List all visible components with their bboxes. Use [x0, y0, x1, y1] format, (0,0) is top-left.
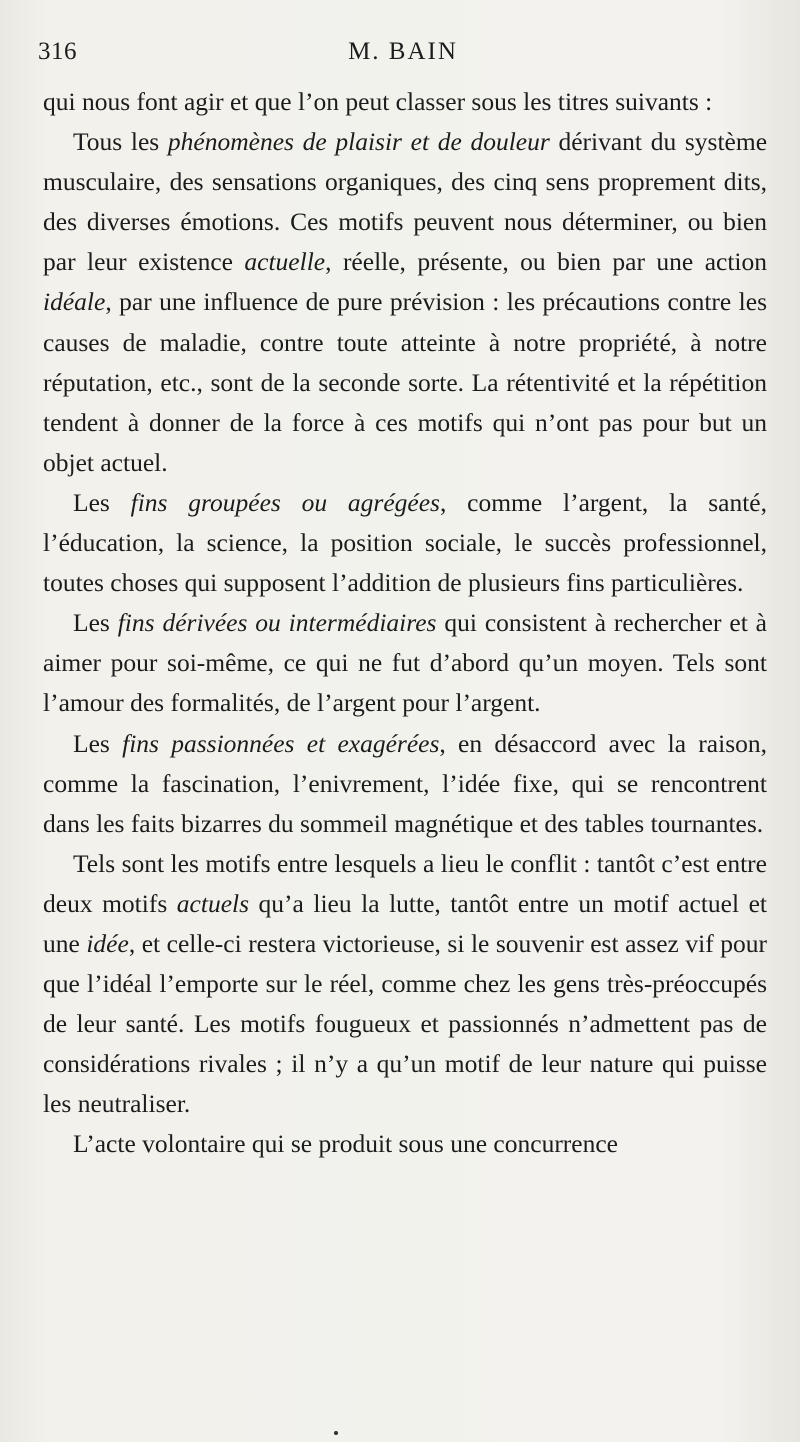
text-run: Tels sont les motifs entre lesquels a lieu le conflit : tantôt c’est entre deux motifs [43, 848, 767, 918]
text-run: Les [73, 728, 123, 758]
page-header [38, 38, 768, 74]
italic-text-run: fins groupées ou agrégées [130, 487, 440, 517]
paragraph [43, 82, 767, 122]
paragraph [43, 1124, 767, 1164]
text-run: qu’a lieu la lutte, tantôt entre un motif actuel et une [43, 888, 767, 958]
text-run: qui consistent à rechercher et à aimer pour soi-même, ce qui ne fut d’abord qu’un moyen. Tels sont l’amour des formalités, de l’argent pour l’argent. [43, 608, 767, 718]
italic-text-run: idée [86, 928, 129, 958]
body-text [43, 82, 767, 1165]
running-head: M. BAIN [348, 38, 458, 65]
text-run: , comme l’argent, la santé, l’éducation, la science, la position sociale, le succès professionnel, toutes choses qui supposent l’addition de plusieurs fins particulières. [43, 487, 767, 598]
italic-text-run: fins dérivées ou intermédiaires [117, 608, 437, 638]
ink-speck [334, 1431, 338, 1435]
text-run: Les [73, 608, 118, 638]
italic-text-run: idéale [43, 287, 106, 317]
text-run: L’acte volontaire qui se produit sous une concurrence [73, 1129, 619, 1159]
paragraph [43, 724, 767, 844]
text-run: Tous les [73, 127, 168, 157]
text-run: , par une influence de pure prévision : les précautions contre les causes de maladie, contre toute atteinte à notre propriété, à notre réputation, etc., sont de la seconde sorte. La rétentivité et la répétition tendent à donner de la force à ces motifs qui n’ont pas pour but un objet actuel. [43, 287, 767, 477]
paragraph [43, 844, 767, 1125]
text-run: , et celle-ci restera victorieuse, si le souvenir est assez vif pour que l’idéal l’emporte sur le réel, comme chez les gens très-préoccupés de leur santé. Les motifs fougueux et passionnés n’admettent pas de considérations rivales ; il n’y a qu’un motif de leur nature qui puisse les neutraliser. [43, 928, 767, 1119]
text-run: , en désaccord avec la raison, comme la fascination, l’enivrement, l’idée fixe, qui se rencontrent dans les faits bizarres du sommeil magnétique et des tables tournantes. [43, 728, 767, 838]
text-run: dérivant du système musculaire, des sensations organiques, des cinq sens proprement dits, des diverses émotions. Ces motifs peuvent nous déterminer, ou bien par leur existence [43, 127, 768, 277]
text-run: qui nous font agir et que l’on peut classer sous les titres suivants : [43, 87, 713, 116]
paragraph [43, 483, 767, 603]
italic-text-run: fins passionnées et exagérées [122, 728, 440, 758]
text-run: , réelle, présente, ou bien par une action [325, 247, 768, 277]
paragraph [43, 122, 767, 483]
italic-text-run: actuelle [244, 247, 326, 277]
page-number: 316 [38, 38, 77, 65]
italic-text-run: actuels [176, 888, 250, 918]
italic-text-run: phénomènes de plaisir et de douleur [167, 127, 550, 157]
paragraph [43, 603, 767, 723]
text-run: Les [73, 487, 131, 517]
